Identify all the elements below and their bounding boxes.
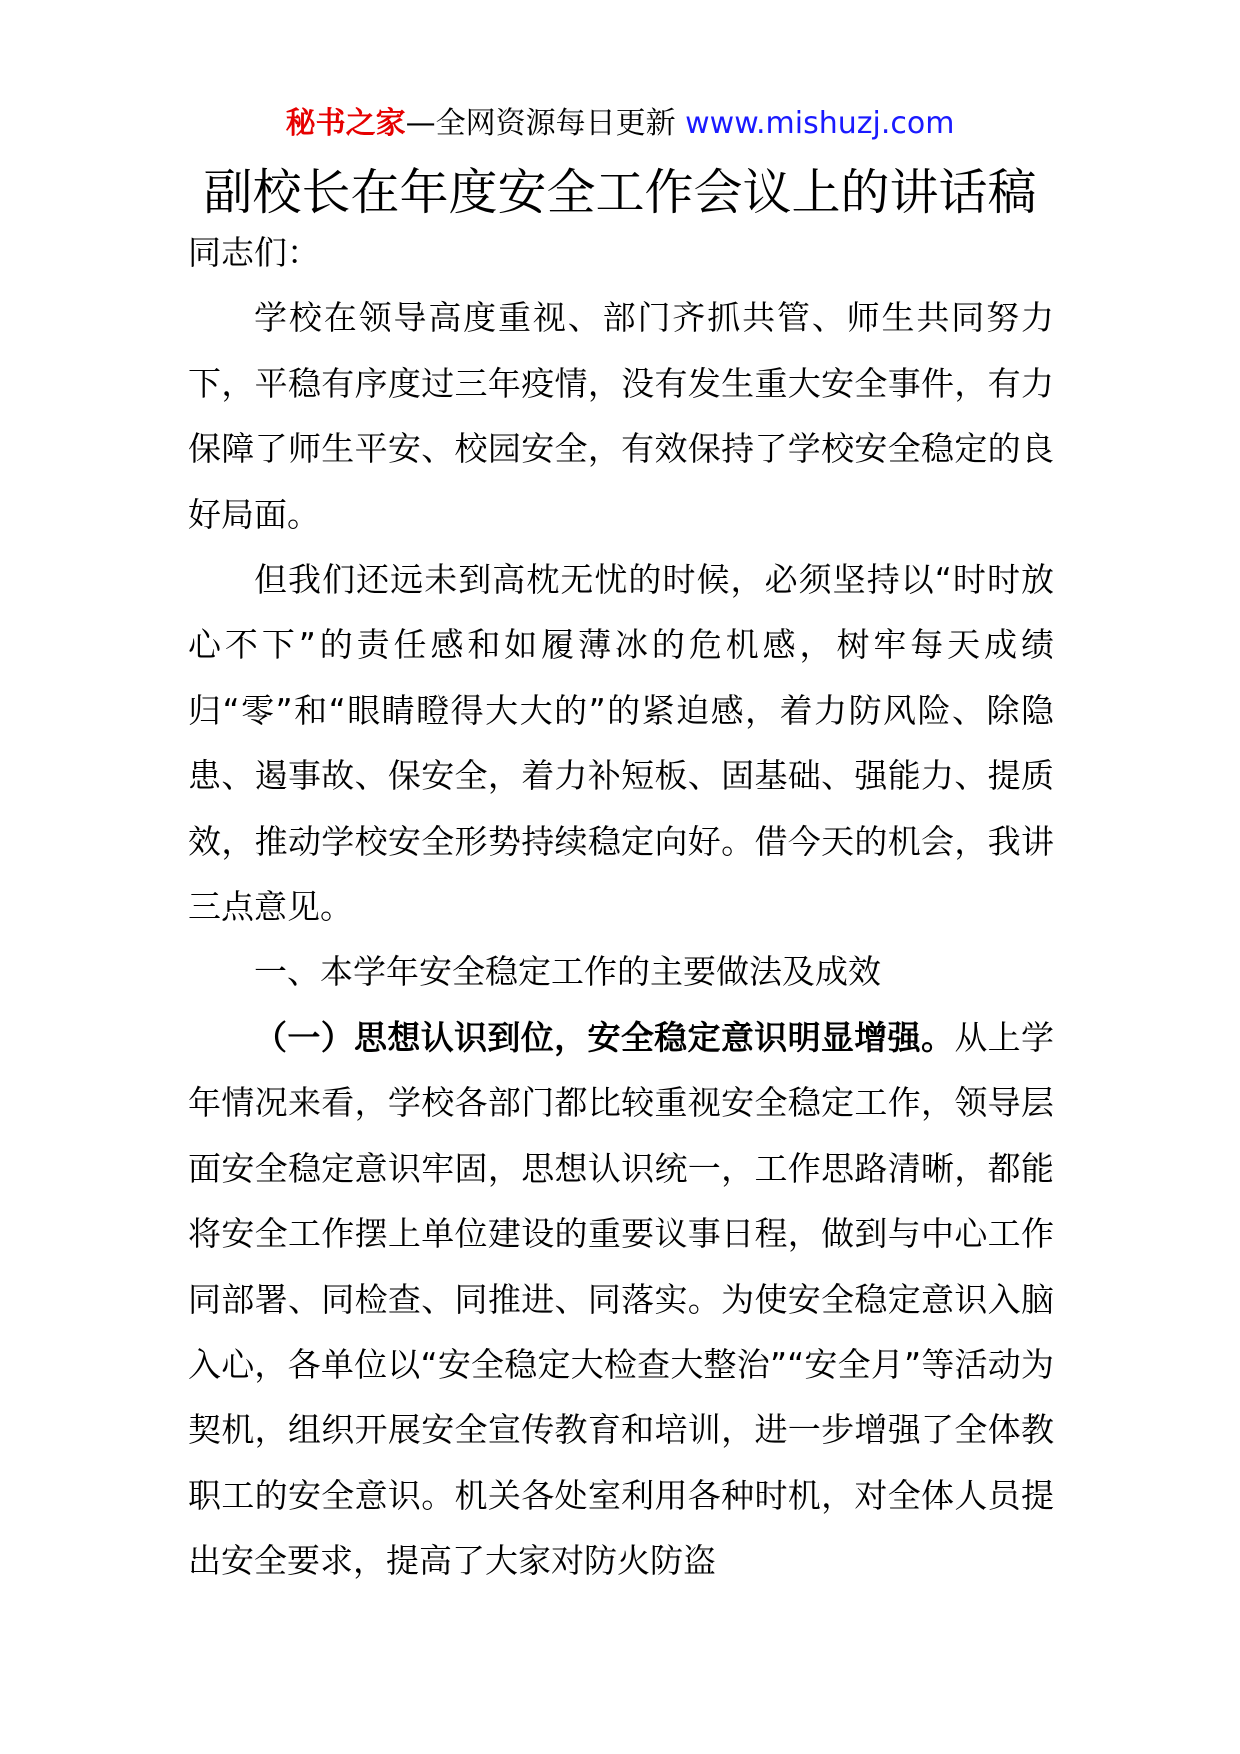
document-body — [188, 220, 1054, 1594]
site-url[interactable]: www.mishuzj.com — [685, 106, 955, 141]
paragraph-2: 但我们还远未到高枕无忧的时候，必须坚持以“时时放心不下”的责任感和如履薄冰的危机感，树牢每天成绩归“零”和“眼睛瞪得大大的”的紧迫感，着力防风险、除隐患、遏事故、保安全，着力补短板、固基础、强能力、提质效，推动学校安全形势持续稳定向好。借今天的机会，我讲三点意见。 — [188, 560, 1054, 927]
subsection-heading-1: （一）思想认识到位，安全稳定意识明显增强。 — [254, 1017, 955, 1057]
paragraph-1: 学校在领导高度重视、部门齐抓共管、师生共同努力下，平稳有序度过三年疫情，没有发生重大安全事件，有力保障了师生平安、校园安全，有效保持了学校安全稳定的良好局面。 — [188, 298, 1054, 534]
paragraph-3-text: 从上学年情况来看，学校各部门都比较重视安全稳定工作，领导层面安全稳定意识牢固，思想认识统一，工作思路清晰，都能将安全工作摆上单位建设的重要议事日程，做到与中心工作同部署、同检查、同推进、同落实。为使安全稳定意识入脑入心，各单位以“安全稳定大检查大整治”“安全月”等活动为契机，组织开展安全宣传教育和培训，进一步增强了全体教职工的安全意识。机关各处室利用各种时机，对全体人员提出安全要求，提高了大家对防火防盗 — [188, 1017, 1055, 1581]
brand-name: 秘书之家 — [285, 106, 406, 141]
document-title: 副校长在年度安全工作会议上的讲话稿 — [203, 164, 1037, 221]
header-tagline: —全网资源每日更新 — [405, 106, 686, 141]
paragraph-3 — [188, 1005, 1054, 1594]
section-heading-1: 一、本学年安全稳定工作的主要做法及成效 — [254, 952, 881, 992]
site-header — [0, 103, 1240, 145]
salutation: 同志们： — [188, 233, 320, 272]
